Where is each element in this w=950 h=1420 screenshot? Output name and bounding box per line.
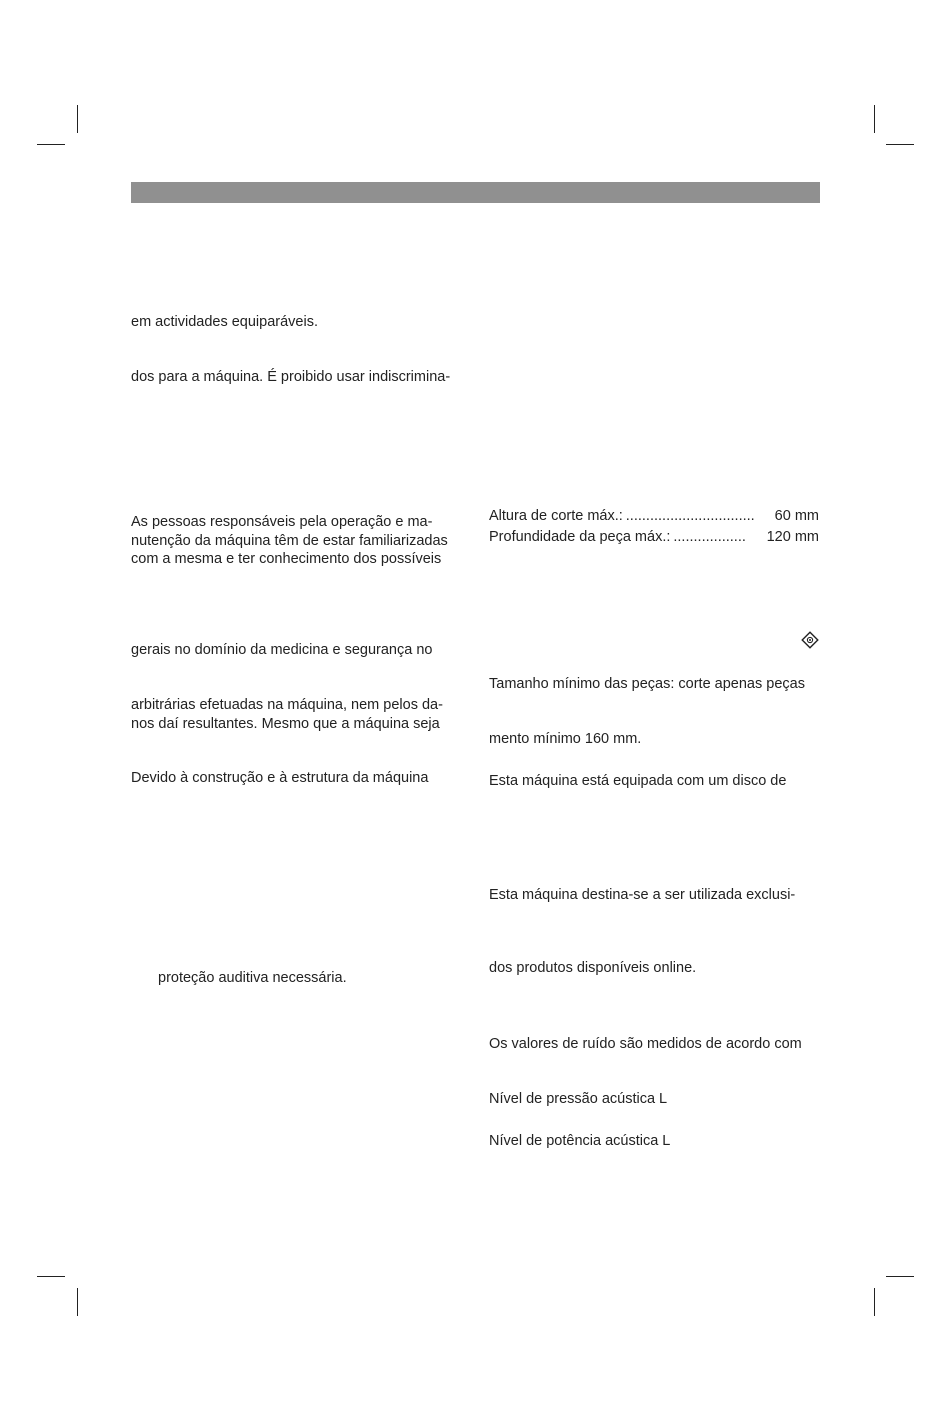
right-line-2: mento mínimo 160 mm. xyxy=(489,731,642,747)
right-line-8: Nível de potência acústica L xyxy=(489,1133,671,1149)
crop-mark xyxy=(886,1276,914,1277)
right-line-1: Tamanho mínimo das peças: corte apenas peças xyxy=(489,676,805,692)
spec-value: 120 mm xyxy=(766,529,819,545)
spec-label: Profundidade da peça máx.: xyxy=(489,529,671,545)
header-band xyxy=(131,182,820,203)
paragraph-line: com a mesma e ter conhecimento dos possíveis xyxy=(131,551,442,567)
spec-label: Altura de corte máx.: xyxy=(489,508,623,524)
crop-mark xyxy=(77,1288,78,1316)
left-line-5: proteção auditiva necessária. xyxy=(158,970,347,986)
crop-mark xyxy=(37,144,65,145)
right-line-7: Nível de pressão acústica L xyxy=(489,1091,668,1107)
spec-leader: ................................ xyxy=(625,508,755,524)
left-paragraph-1 xyxy=(131,513,448,569)
crop-mark xyxy=(886,144,914,145)
diamond-dot-icon xyxy=(801,631,819,649)
spec-list xyxy=(489,506,819,548)
paragraph-line: nutenção da máquina têm de estar familiarizadas xyxy=(131,532,448,549)
paragraph-line: arbitrárias efetuadas na máquina, nem pelos da- xyxy=(131,697,443,713)
left-line-3: gerais no domínio da medicina e segurança no xyxy=(131,642,433,658)
left-line-4: Devido à construção e à estrutura da máquina xyxy=(131,770,429,786)
paragraph-line: As pessoas responsáveis pela operação e ma- xyxy=(131,514,433,530)
crop-mark xyxy=(77,105,78,133)
crop-mark xyxy=(874,1288,875,1316)
right-line-3: Esta máquina está equipada com um disco de xyxy=(489,773,787,789)
right-line-4: Esta máquina destina-se a ser utilizada exclusi- xyxy=(489,887,796,903)
left-paragraph-2 xyxy=(131,696,443,733)
spec-row-cut-height xyxy=(489,506,819,527)
spec-value: 60 mm xyxy=(774,508,819,524)
left-line-1: em actividades equiparáveis. xyxy=(131,314,318,330)
right-line-5: dos produtos disponíveis online. xyxy=(489,960,697,976)
right-line-6: Os valores de ruído são medidos de acordo com xyxy=(489,1036,802,1052)
left-line-2: dos para a máquina. É proibido usar indiscrimina- xyxy=(131,369,451,385)
paragraph-line: nos daí resultantes. Mesmo que a máquina seja xyxy=(131,715,440,732)
spec-row-depth xyxy=(489,527,819,548)
crop-mark xyxy=(874,105,875,133)
spec-leader: .................. xyxy=(673,529,746,545)
crop-mark xyxy=(37,1276,65,1277)
